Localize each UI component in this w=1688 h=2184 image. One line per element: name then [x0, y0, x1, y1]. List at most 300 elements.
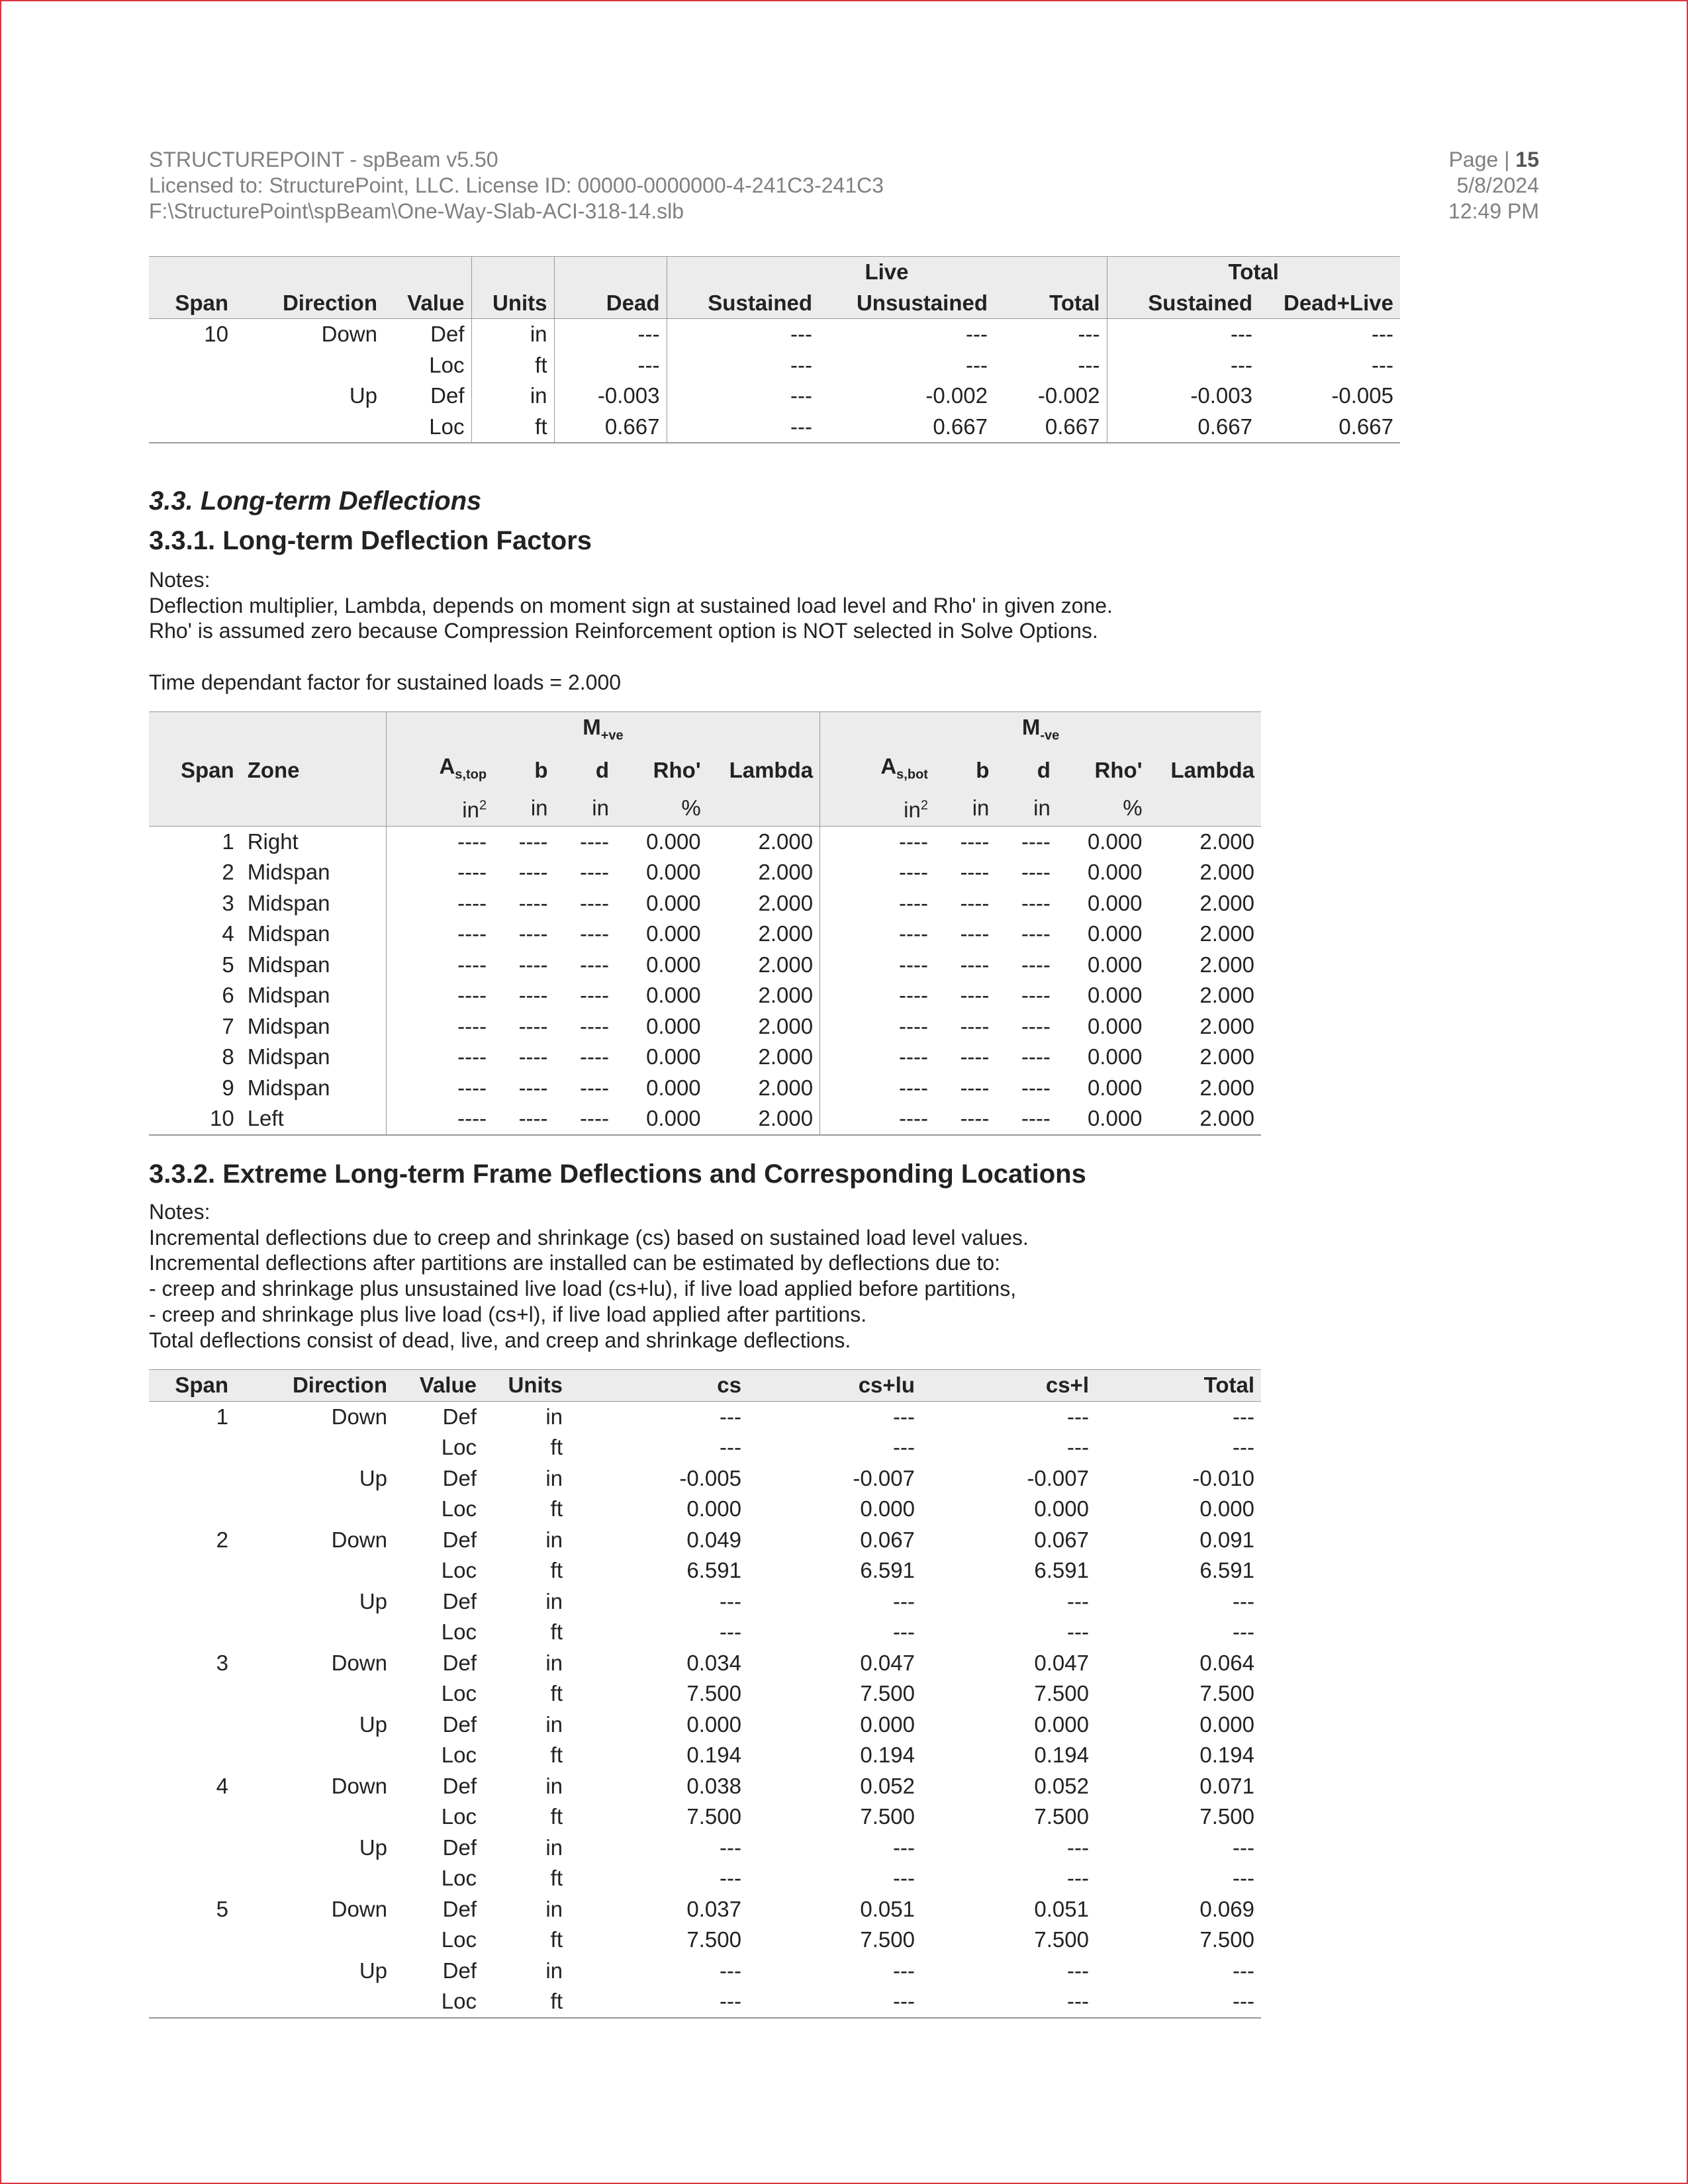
col-as-bot	[820, 751, 935, 790]
cell-zone: Midspan	[241, 888, 387, 919]
cell-as-top: ----	[386, 1103, 493, 1135]
notes-extreme-deflections	[149, 1199, 1029, 1353]
unit-rho: %	[616, 790, 708, 826]
cell-value: Def	[384, 381, 471, 412]
cell-as-bot: ----	[898, 1075, 928, 1100]
cell-cs-lu: ---	[893, 1958, 915, 1983]
cell-cs-lu: 0.000	[860, 1496, 915, 1521]
cell-cs-l: ---	[1067, 1958, 1089, 1983]
cell-cs-l: 0.000	[1034, 1496, 1089, 1521]
cell-d: ----	[1021, 860, 1051, 885]
cell-cs-lu: ---	[748, 1986, 921, 2018]
cell-as-bot: ----	[898, 921, 928, 946]
col-live-sustained: Sustained	[667, 288, 819, 319]
cell-lambda: 2.000	[1199, 1044, 1254, 1069]
col-lambda: Lambda	[1149, 751, 1261, 790]
cell-span	[149, 1833, 235, 1864]
cell-rho: 0.000	[646, 952, 701, 977]
cell-span	[149, 1617, 235, 1648]
header-file-path: F:\StructurePoint\spBeam\One-Way-Slab-ACI-318-14.slb	[149, 199, 684, 223]
cell-value: Loc	[441, 1619, 477, 1644]
col-dead: Dead	[554, 288, 667, 319]
cell-total-sustained: 0.667	[1107, 412, 1259, 443]
cell-span	[149, 1555, 235, 1586]
cell-units: in	[545, 1773, 563, 1798]
cell-cs-l: ---	[1067, 1835, 1089, 1860]
cell-as-top: ----	[457, 1075, 487, 1100]
cell-as-top: ----	[457, 890, 487, 915]
col-d: d	[996, 751, 1056, 790]
cell-cs-lu: 0.194	[860, 1743, 915, 1767]
cell-span: 1	[216, 1404, 228, 1429]
as-symbol: A	[439, 754, 455, 779]
table-row	[149, 1678, 1261, 1709]
cell-direction	[235, 1801, 394, 1833]
cell-units: in	[471, 381, 554, 412]
col-live-total: Total	[994, 288, 1107, 319]
cell-d: ----	[1021, 921, 1051, 946]
cell-value: Loc	[441, 1743, 477, 1767]
cell-as-bot: ----	[898, 890, 928, 915]
cell-d: ----	[580, 1044, 609, 1069]
cell-units: ft	[550, 1558, 563, 1582]
cell-units: ft	[471, 412, 554, 443]
cell-span: 1	[222, 829, 234, 854]
cell-span: 2	[216, 1527, 228, 1552]
cell-value: Def	[442, 1465, 477, 1490]
cell-rho: 0.000	[646, 829, 701, 854]
cell-span	[149, 1709, 235, 1741]
page-number: 15	[1515, 148, 1539, 171]
table-row	[149, 1771, 1261, 1802]
as-symbol: A	[880, 754, 897, 779]
unit-in: in	[904, 797, 921, 823]
cell-units: in	[545, 1650, 563, 1675]
cell-units: in	[545, 1465, 563, 1490]
cell-rho: 0.000	[1087, 983, 1143, 1008]
cell-b: ----	[518, 1013, 548, 1038]
cell-value: Def	[442, 1650, 477, 1675]
table-row	[149, 1709, 1261, 1741]
col-lambda: Lambda	[708, 751, 820, 790]
cell-b: ----	[518, 983, 548, 1008]
cell-rho: 0.000	[1087, 1075, 1143, 1100]
cell-zone: Midspan	[241, 1073, 387, 1104]
header-time: 12:49 PM	[1448, 199, 1539, 223]
cell-b: ----	[518, 1044, 548, 1069]
cell-value: Loc	[441, 1558, 477, 1582]
cell-span	[149, 1432, 235, 1463]
cell-b: ----	[960, 952, 990, 977]
col-direction: Direction	[235, 1370, 394, 1402]
cell-b: ----	[518, 890, 548, 915]
cell-cs: ---	[720, 1588, 741, 1614]
cell-cs-l: ---	[1067, 1619, 1089, 1644]
table-row	[149, 826, 1261, 857]
cell-units: in	[545, 1527, 563, 1552]
cell-cs: 0.194	[686, 1743, 741, 1767]
cell-direction	[235, 1617, 394, 1648]
cell-lambda: 2.000	[708, 888, 820, 919]
table-row	[149, 1648, 1261, 1679]
note-line: - creep and shrinkage plus unsustained live load (cs+lu), if live load applied before partitions,	[149, 1277, 1017, 1301]
cell-total-sustained: ---	[1231, 352, 1252, 377]
table-row	[149, 381, 1400, 412]
moment-symbol: M	[1021, 715, 1041, 739]
cell-span: 9	[222, 1075, 234, 1100]
cell-live-total: 0.667	[994, 412, 1107, 443]
cell-b: ----	[518, 921, 548, 946]
cell-d: ----	[1021, 829, 1051, 854]
cell-zone: Midspan	[241, 919, 387, 950]
cell-units: in	[545, 1958, 563, 1983]
cell-b: ----	[960, 1075, 990, 1100]
cell-units: ft	[550, 1496, 563, 1521]
cell-rho: 0.000	[1087, 829, 1143, 854]
cell-value: Def	[442, 1404, 477, 1429]
cell-as-top: ----	[457, 921, 487, 946]
cell-live-unsustained: 0.667	[819, 412, 994, 443]
cell-d: ----	[580, 952, 609, 977]
cell-span	[149, 1586, 235, 1617]
cell-total-dead-live: -0.005	[1331, 383, 1393, 408]
cell-value: Loc	[441, 1496, 477, 1521]
table-row	[149, 1801, 1261, 1833]
cell-lambda: 2.000	[1199, 1013, 1254, 1038]
cell-span	[149, 1678, 235, 1709]
cell-span	[149, 412, 235, 443]
table-row	[149, 1617, 1261, 1648]
cell-units: in	[545, 1896, 563, 1921]
cell-cs: 0.037	[686, 1896, 741, 1921]
section-long-term-deflection-factors: 3.3.1. Long-term Deflection Factors	[149, 526, 592, 555]
cell-total: ---	[1233, 1435, 1254, 1459]
header-page-info	[1448, 147, 1539, 224]
cell-lambda: 2.000	[1199, 983, 1254, 1008]
cell-b: ----	[518, 860, 548, 885]
cell-span	[149, 1463, 235, 1494]
cell-b: ----	[518, 829, 548, 854]
cell-b: ----	[960, 983, 990, 1008]
section-extreme-long-term-deflections: 3.3.2. Extreme Long-term Frame Deflections and Corresponding Locations	[149, 1160, 1086, 1189]
table-row	[149, 350, 1400, 381]
cell-total: -0.010	[1192, 1465, 1254, 1490]
cell-total: 7.500	[1199, 1804, 1254, 1829]
table-row	[149, 319, 1400, 350]
col-span: Span	[149, 751, 241, 790]
cell-rho: 0.000	[1087, 890, 1143, 915]
cell-cs-l: -0.007	[1027, 1465, 1089, 1490]
cell-zone: Midspan	[241, 1011, 387, 1042]
cell-cs-lu: ---	[893, 1835, 915, 1860]
cell-b: ----	[518, 1075, 548, 1100]
cell-direction	[235, 1986, 394, 2018]
cell-total: 0.194	[1199, 1743, 1254, 1767]
cell-lambda: 2.000	[708, 826, 820, 857]
cell-b: ----	[518, 952, 548, 977]
cell-live-unsustained: ---	[966, 322, 988, 346]
cell-cs: ---	[569, 1986, 748, 2018]
cell-b: ----	[960, 1013, 990, 1038]
cell-zone: Right	[241, 826, 387, 857]
cell-cs: 0.034	[686, 1650, 741, 1675]
unit-d: in	[555, 790, 616, 826]
table-row	[149, 1863, 1261, 1894]
cell-d: ----	[580, 921, 609, 946]
cell-cs: 0.049	[686, 1527, 741, 1552]
col-b: b	[935, 751, 996, 790]
table-row	[149, 1401, 1261, 1432]
cell-value: Def	[442, 1773, 477, 1798]
col-as-top	[386, 751, 493, 790]
cell-units: ft	[550, 1927, 563, 1952]
note-line: Incremental deflections due to creep and shrinkage (cs) based on sustained load level values.	[149, 1225, 1029, 1250]
cell-cs-lu: ---	[893, 1435, 915, 1459]
cell-units: in	[545, 1711, 563, 1737]
cell-span	[149, 1925, 235, 1956]
cell-rho: 0.000	[1087, 1044, 1143, 1069]
cell-total: 0.071	[1199, 1773, 1254, 1798]
cell-direction: Down	[331, 1773, 387, 1798]
unit-b: in	[493, 790, 554, 826]
cell-total: 6.591	[1199, 1558, 1254, 1582]
cell-span: 8	[222, 1044, 234, 1069]
cell-direction: Up	[359, 1465, 387, 1490]
cell-cs-lu: -0.007	[853, 1465, 915, 1490]
cell-cs: 6.591	[686, 1558, 741, 1582]
cell-span	[149, 381, 235, 412]
cell-b: ----	[960, 890, 990, 915]
cell-units: in	[471, 319, 554, 350]
cell-lambda: 2.000	[708, 857, 820, 888]
cell-value: Loc	[441, 1435, 477, 1459]
table-row	[149, 1586, 1261, 1617]
cell-live-total: ---	[994, 350, 1107, 381]
table-row	[149, 1103, 1261, 1135]
cell-d: ----	[580, 890, 609, 915]
cell-cs: 0.000	[686, 1711, 741, 1737]
col-direction: Direction	[235, 288, 384, 319]
cell-rho: 0.000	[616, 1103, 708, 1135]
cell-total-dead-live: 0.667	[1259, 412, 1400, 443]
cell-live-total: -0.002	[994, 381, 1107, 412]
table-row	[149, 1555, 1261, 1586]
cell-total: ---	[1233, 1619, 1254, 1644]
cell-units: ft	[550, 1743, 563, 1767]
cell-cs-lu: 0.067	[860, 1527, 915, 1552]
table-row	[149, 1494, 1261, 1525]
col-rho: Rho'	[1057, 751, 1149, 790]
cell-total: 0.091	[1199, 1527, 1254, 1552]
cell-total: ---	[1096, 1986, 1261, 2018]
cell-as-bot: ----	[820, 1103, 935, 1135]
cell-total: 7.500	[1199, 1927, 1254, 1952]
cell-rho: 0.000	[1087, 860, 1143, 885]
cell-units: ft	[550, 1619, 563, 1644]
header-program: STRUCTUREPOINT - spBeam v5.50	[149, 148, 498, 171]
cell-direction: Up	[359, 1711, 387, 1737]
cell-span	[149, 1801, 235, 1833]
cell-as-top: ----	[457, 860, 487, 885]
unit-exponent: 2	[920, 798, 928, 813]
cell-lambda: 2.000	[708, 1011, 820, 1042]
cell-span: 7	[222, 1013, 234, 1038]
cell-value: Loc	[384, 350, 471, 381]
extreme-deflections-table	[149, 1369, 1261, 2019]
cell-total: ---	[1233, 1866, 1254, 1890]
cell-lambda: 2.000	[708, 1042, 820, 1073]
table-row	[149, 980, 1261, 1011]
cell-direction: Up	[349, 383, 377, 408]
cell-total-dead-live: ---	[1372, 322, 1393, 346]
table-row	[149, 1042, 1261, 1073]
cell-value: Loc	[441, 1866, 477, 1890]
col-span: Span	[149, 288, 235, 319]
cell-d: ----	[580, 829, 609, 854]
cell-as-bot: ----	[898, 1013, 928, 1038]
cell-units: in	[545, 1404, 563, 1429]
cell-span: 5	[222, 952, 234, 977]
cell-direction: Up	[359, 1588, 387, 1614]
unit-rho: %	[1057, 790, 1149, 826]
cell-dead: -0.003	[554, 381, 667, 412]
cell-cs-lu: 0.052	[860, 1773, 915, 1798]
cell-direction: Down	[331, 1896, 387, 1921]
cell-lambda: 2.000	[1199, 890, 1254, 915]
cell-b: ----	[935, 1103, 996, 1135]
cell-total: 0.000	[1199, 1496, 1254, 1521]
cell-total: 0.069	[1199, 1896, 1254, 1921]
cell-cs-lu: 0.000	[860, 1711, 915, 1737]
cell-span: 10	[149, 1103, 241, 1135]
cell-d: ----	[1021, 952, 1051, 977]
cell-cs-l: ---	[1067, 1404, 1089, 1429]
cell-rho: 0.000	[646, 1075, 701, 1100]
cell-d: ----	[580, 1013, 609, 1038]
cell-span: 2	[222, 860, 234, 885]
cell-lambda: 2.000	[1199, 860, 1254, 885]
cell-live-sustained: ---	[667, 412, 819, 443]
cell-cs-l: ---	[1067, 1866, 1089, 1890]
cell-direction: Down	[331, 1404, 387, 1429]
page-number-line	[1448, 147, 1539, 173]
cell-as-bot: ----	[898, 860, 928, 885]
cell-direction: Down	[331, 1527, 387, 1552]
cell-rho: 0.000	[1087, 921, 1143, 946]
cell-zone: Midspan	[241, 857, 387, 888]
cell-as-top: ----	[457, 1013, 487, 1038]
cell-direction	[235, 1863, 394, 1894]
col-units: Units	[483, 1370, 569, 1402]
cell-total-dead-live: ---	[1372, 352, 1393, 377]
negative-subscript: -ve	[1040, 728, 1060, 743]
cell-span	[149, 1494, 235, 1525]
cell-cs: 7.500	[686, 1927, 741, 1952]
cell-cs-l: 0.052	[1034, 1773, 1089, 1798]
moment-symbol: M	[583, 715, 601, 739]
cell-cs: ---	[720, 1958, 741, 1983]
cell-b: ----	[960, 829, 990, 854]
col-rho: Rho'	[616, 751, 708, 790]
cell-direction: Up	[359, 1958, 387, 1983]
cell-as-top: ----	[457, 952, 487, 977]
cell-b: ----	[960, 860, 990, 885]
cell-units: ft	[550, 1804, 563, 1829]
cell-span: 6	[222, 983, 234, 1008]
header-license: Licensed to: StructurePoint, LLC. License ID: 00000-0000000-4-241C3-241C3	[149, 173, 884, 197]
cell-cs-l: 0.000	[1034, 1711, 1089, 1737]
cell-direction	[235, 1432, 394, 1463]
col-value: Value	[384, 288, 471, 319]
cell-cs-lu: ---	[893, 1866, 915, 1890]
cell-total: 7.500	[1199, 1681, 1254, 1706]
table-row	[149, 950, 1261, 981]
cell-value: Def	[442, 1835, 477, 1860]
cell-units: ft	[550, 1435, 563, 1459]
cell-direction: Up	[359, 1835, 387, 1860]
table-row	[149, 1956, 1261, 1987]
cell-zone: Midspan	[241, 980, 387, 1011]
table-row	[149, 1740, 1261, 1771]
cell-total: ---	[1233, 1835, 1254, 1860]
cell-rho: 0.000	[646, 860, 701, 885]
cell-value: Def	[442, 1711, 477, 1737]
cell-units: in	[545, 1835, 563, 1860]
cell-cs-lu: ---	[893, 1619, 915, 1644]
cell-b: ----	[493, 1103, 554, 1135]
cell-span	[149, 1740, 235, 1771]
cell-units: ft	[550, 1681, 563, 1706]
cell-direction: Down	[331, 1650, 387, 1675]
table-row	[149, 1011, 1261, 1042]
cell-direction	[235, 1925, 394, 1956]
cell-cs-lu: ---	[893, 1404, 915, 1429]
unit-d: in	[996, 790, 1056, 826]
cell-direction	[235, 412, 384, 443]
cell-span: 4	[222, 921, 234, 946]
cell-span	[149, 1986, 235, 2018]
cell-d: ----	[580, 860, 609, 885]
cell-cs: -0.005	[679, 1465, 741, 1490]
cell-lambda: 2.000	[1149, 1103, 1261, 1135]
col-zone: Zone	[241, 751, 387, 790]
cell-units: ft	[483, 1986, 569, 2018]
deflection-table-span10	[149, 256, 1400, 443]
table-row	[149, 1894, 1261, 1925]
cell-live-unsustained: ---	[966, 352, 988, 377]
cell-lambda: 2.000	[708, 1103, 820, 1135]
time-dependant-factor: Time dependant factor for sustained loads = 2.000	[149, 670, 622, 694]
cell-span: 10	[204, 322, 228, 346]
cell-cs-l: ---	[1067, 1435, 1089, 1459]
cell-rho: 0.000	[1057, 1103, 1149, 1135]
col-d: d	[555, 751, 616, 790]
cell-zone: Midspan	[241, 1042, 387, 1073]
cell-d: ----	[1021, 1013, 1051, 1038]
cell-direction: Down	[321, 322, 377, 346]
cell-lambda: 2.000	[708, 980, 820, 1011]
col-units: Units	[471, 288, 554, 319]
cell-cs: 7.500	[686, 1804, 741, 1829]
cell-span	[149, 1863, 235, 1894]
col-cs: cs	[569, 1370, 748, 1402]
cell-cs-l: 7.500	[1034, 1681, 1089, 1706]
cell-span: 3	[216, 1650, 228, 1675]
unit-area	[386, 790, 493, 826]
cell-as-top: ----	[457, 983, 487, 1008]
table-row	[149, 1073, 1261, 1104]
cell-span	[149, 1956, 235, 1987]
